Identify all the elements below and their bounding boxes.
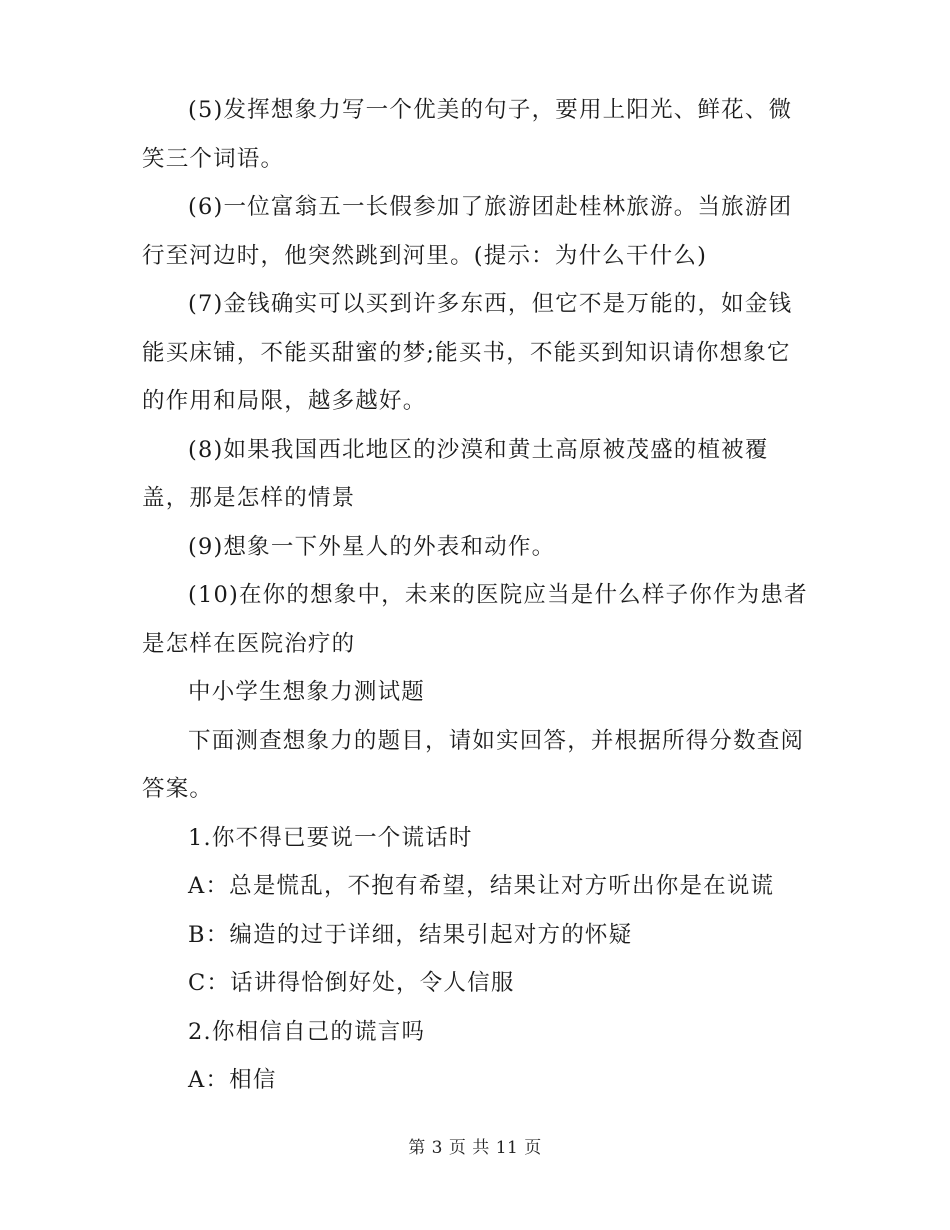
question-1-option-c: C：话讲得恰倒好处，令人信服 bbox=[188, 970, 515, 996]
question-1-option-a: A：总是慌乱，不抱有希望，结果让对方听出你是在说谎 bbox=[188, 873, 775, 899]
question-2: 2.你相信自己的谎言吗 bbox=[188, 1018, 426, 1045]
paragraph-item-6: (6)一位富翁五一长假参加了旅游团赴桂林旅游。当旅游团行至河边时，他突然跳到河里。(提示：为什么干什么) bbox=[142, 194, 793, 269]
question-1: 1.你不得已要说一个谎话时 bbox=[188, 824, 473, 851]
paragraph-item-7: (7)金钱确实可以买到许多东西，但它不是万能的，如金钱能买床铺，不能买甜蜜的梦;能买书，不能买到知识请你想象它的作用和局限，越多越好。 bbox=[142, 291, 793, 414]
page-number-footer: 第 3 页 共 11 页 bbox=[408, 1138, 542, 1158]
paragraph-item-10: (10)在你的想象中，未来的医院应当是什么样子你作为患者是怎样在医院治疗的 bbox=[142, 582, 808, 657]
paragraph-item-8: (8)如果我国西北地区的沙漠和黄土高原被茂盛的植被覆盖，那是怎样的情景 bbox=[142, 436, 769, 511]
paragraph-item-5: (5)发挥想象力写一个优美的句子，要用上阳光、鲜花、微笑三个词语。 bbox=[142, 97, 793, 172]
question-1-option-b: B：编造的过于详细，结果引起对方的怀疑 bbox=[188, 921, 633, 948]
paragraph-item-9: (9)想象一下外星人的外表和动作。 bbox=[188, 533, 556, 560]
question-2-option-a: A：相信 bbox=[188, 1067, 277, 1093]
section-intro: 下面测查想象力的题目，请如实回答，并根据所得分数查阅答案。 bbox=[142, 727, 805, 802]
section-heading: 中小学生想象力测试题 bbox=[188, 679, 426, 705]
document-body bbox=[142, 86, 814, 1105]
